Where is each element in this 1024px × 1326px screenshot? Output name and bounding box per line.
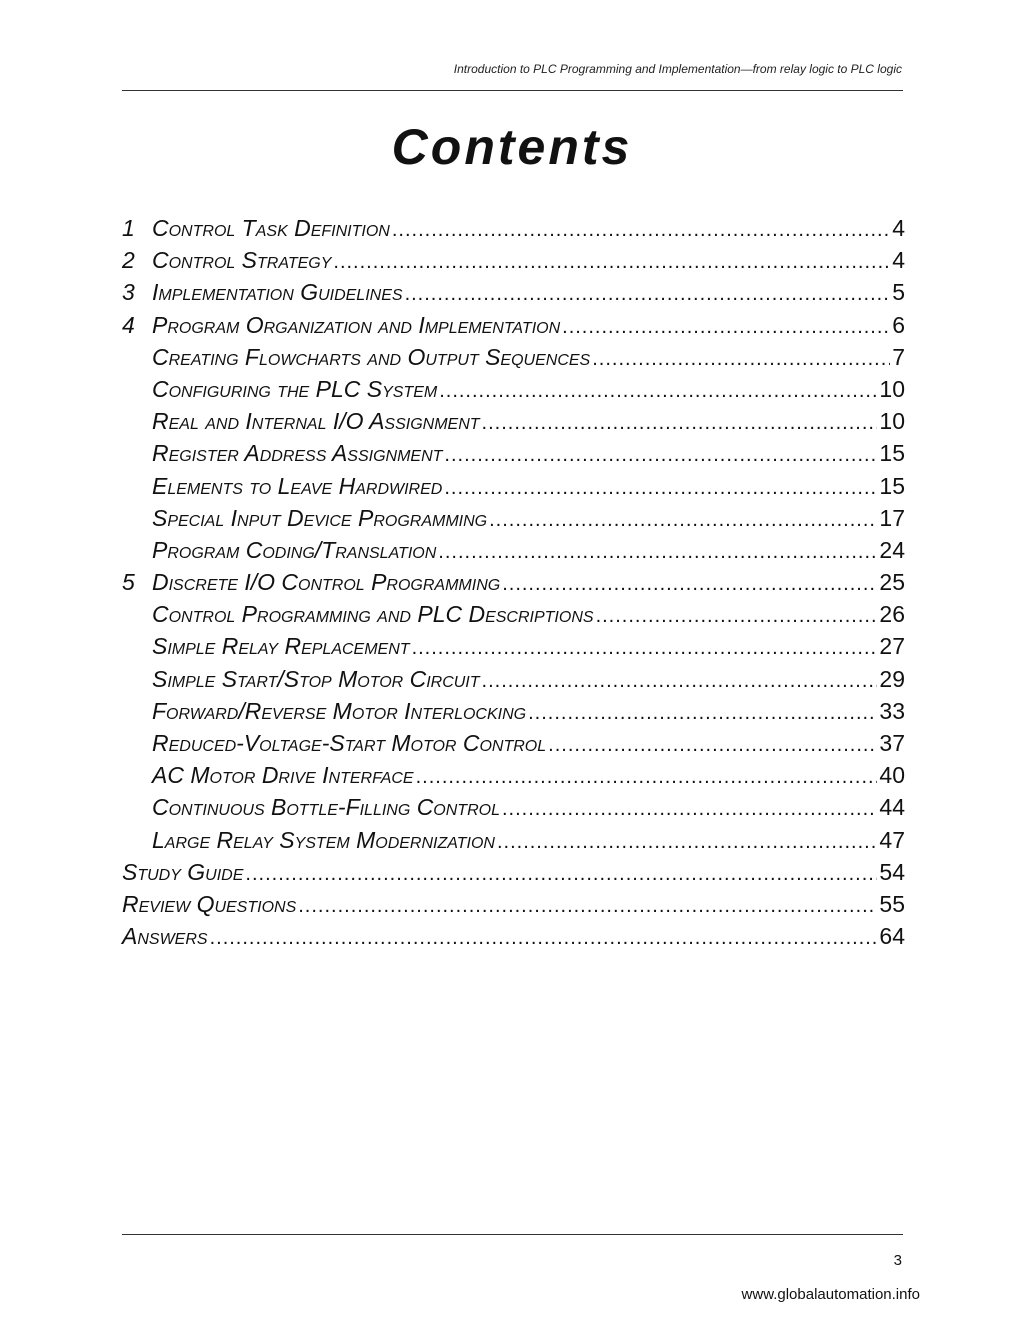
toc-entry-title: Control Task Definition xyxy=(152,215,390,241)
toc-entry[interactable] xyxy=(122,405,905,437)
toc-entry-page: 10 xyxy=(879,375,905,402)
toc-entry-number: 2 xyxy=(122,247,135,274)
toc-dot-leader xyxy=(489,504,877,536)
toc-entry-title: Program Organization and Implementation xyxy=(152,311,561,338)
header-rule xyxy=(122,90,903,91)
toc-entry-title: Implementation Guidelines xyxy=(152,279,403,306)
toc-dot-leader xyxy=(497,826,877,858)
toc-dot-leader xyxy=(412,632,878,664)
toc-dot-leader xyxy=(298,890,877,922)
toc-dot-leader xyxy=(548,729,877,761)
toc-entry-title: Continuous Bottle-Filling Control xyxy=(152,794,500,821)
toc-dot-leader xyxy=(333,246,890,278)
toc-entry-page: 27 xyxy=(879,633,905,660)
toc-entry-page: 64 xyxy=(879,923,905,950)
toc-entry-page: 17 xyxy=(879,504,905,531)
toc-entry-page: 4 xyxy=(892,215,905,241)
toc-dot-leader xyxy=(502,793,877,825)
toc-entry[interactable] xyxy=(122,244,905,276)
toc-dot-leader xyxy=(210,922,878,954)
toc-entry[interactable] xyxy=(122,791,905,823)
toc-entry-page: 15 xyxy=(879,472,905,499)
toc-entry[interactable] xyxy=(122,502,905,534)
page-number: 3 xyxy=(893,1252,902,1269)
site-url[interactable]: www.globalautomation.info xyxy=(741,1286,920,1303)
toc-entry-page: 54 xyxy=(879,858,905,885)
toc-entry[interactable] xyxy=(122,824,905,856)
toc-entry-title: Register Address Assignment xyxy=(152,440,443,467)
toc-entry-title: Forward/Reverse Motor Interlocking xyxy=(152,697,527,724)
toc-entry-title: Configuring the PLC System xyxy=(152,375,438,402)
toc-entry[interactable] xyxy=(122,888,905,920)
toc-entry[interactable] xyxy=(122,759,905,791)
toc-entry-title: Simple Start/Stop Motor Circuit xyxy=(152,665,480,692)
toc-entry[interactable] xyxy=(122,920,905,952)
toc-dot-leader xyxy=(405,278,891,310)
toc-entry[interactable] xyxy=(122,727,905,759)
toc-entry-title: Study Guide xyxy=(122,858,244,885)
footer-rule xyxy=(122,1234,903,1235)
toc-entry-page: 5 xyxy=(892,279,905,306)
toc-entry-number: 4 xyxy=(122,311,135,338)
toc-entry-title: Simple Relay Replacement xyxy=(152,633,410,660)
toc-entry-title: Real and Internal I/O Assignment xyxy=(152,408,480,435)
toc-entry-page: 4 xyxy=(892,247,905,274)
toc-entry-title: Large Relay System Modernization xyxy=(152,826,495,853)
toc-entry-page: 37 xyxy=(879,730,905,756)
toc-entry-title: Discrete I/O Control Programming xyxy=(152,569,501,596)
toc-entry[interactable] xyxy=(122,856,905,888)
toc-entry[interactable] xyxy=(122,373,905,405)
toc-entry[interactable] xyxy=(122,598,905,630)
toc-entry-title: Control Programming and PLC Descriptions xyxy=(152,601,594,628)
toc-entry-title: Program Coding/Translation xyxy=(152,536,437,563)
toc-entry-title: Answers xyxy=(122,923,208,950)
toc-entry[interactable] xyxy=(122,695,905,727)
toc-entry-page: 33 xyxy=(879,697,905,724)
toc-dot-leader xyxy=(416,761,878,793)
toc-entry-number: 1 xyxy=(122,215,135,241)
toc-dot-leader xyxy=(392,214,890,246)
toc-entry-title: Creating Flowcharts and Output Sequences xyxy=(152,343,591,370)
toc-entry[interactable] xyxy=(122,309,905,341)
toc-entry[interactable] xyxy=(122,276,905,308)
toc-entry-title: Review Questions xyxy=(122,890,297,917)
toc-dot-leader xyxy=(438,536,877,568)
toc-entry-page: 47 xyxy=(879,826,905,853)
toc-entry-number: 3 xyxy=(122,279,135,306)
toc-entry-page: 15 xyxy=(879,440,905,467)
toc-dot-leader xyxy=(562,311,890,343)
toc-entry[interactable] xyxy=(122,437,905,469)
toc-entry[interactable] xyxy=(122,630,905,662)
toc-entry-page: 26 xyxy=(879,601,905,628)
toc-dot-leader xyxy=(439,375,877,407)
toc-entry-title: Control Strategy xyxy=(152,247,332,274)
toc-entry-page: 29 xyxy=(879,665,905,692)
toc-entry-page: 10 xyxy=(879,408,905,435)
toc-entry[interactable] xyxy=(122,341,905,373)
toc-entry-page: 40 xyxy=(879,762,905,789)
toc-entry-title: Special Input Device Programming xyxy=(152,504,488,531)
toc-dot-leader xyxy=(592,343,890,375)
toc-entry-title: Reduced-Voltage-Start Motor Control xyxy=(152,730,547,756)
toc-entry-title: AC Motor Drive Interface xyxy=(152,762,414,789)
toc-dot-leader xyxy=(444,472,877,504)
toc-entry[interactable] xyxy=(122,470,905,502)
toc-entry-title: Elements to Leave Hardwired xyxy=(152,472,443,499)
running-header: Introduction to PLC Programming and Implementation—from relay logic to PLC logic xyxy=(453,62,902,76)
toc-entry-page: 25 xyxy=(879,569,905,596)
toc-entry[interactable] xyxy=(122,663,905,695)
toc-dot-leader xyxy=(502,568,877,600)
toc-entry-page: 44 xyxy=(879,794,905,821)
toc-dot-leader xyxy=(528,697,877,729)
toc-entry[interactable] xyxy=(122,212,905,244)
toc-entry[interactable] xyxy=(122,534,905,566)
toc-entry-page: 55 xyxy=(879,890,905,917)
toc-dot-leader xyxy=(596,600,878,632)
toc-dot-leader xyxy=(482,665,878,697)
page-title: Contents xyxy=(391,119,633,175)
toc-entry-number: 5 xyxy=(122,569,135,596)
toc-entry-page: 6 xyxy=(892,311,905,338)
toc-entry-page: 7 xyxy=(892,343,905,370)
toc-dot-leader xyxy=(482,407,878,439)
toc-entry[interactable] xyxy=(122,566,905,598)
toc-dot-leader xyxy=(444,439,877,471)
table-of-contents xyxy=(122,212,905,952)
toc-entry-page: 24 xyxy=(879,536,905,563)
toc-dot-leader xyxy=(245,858,877,890)
